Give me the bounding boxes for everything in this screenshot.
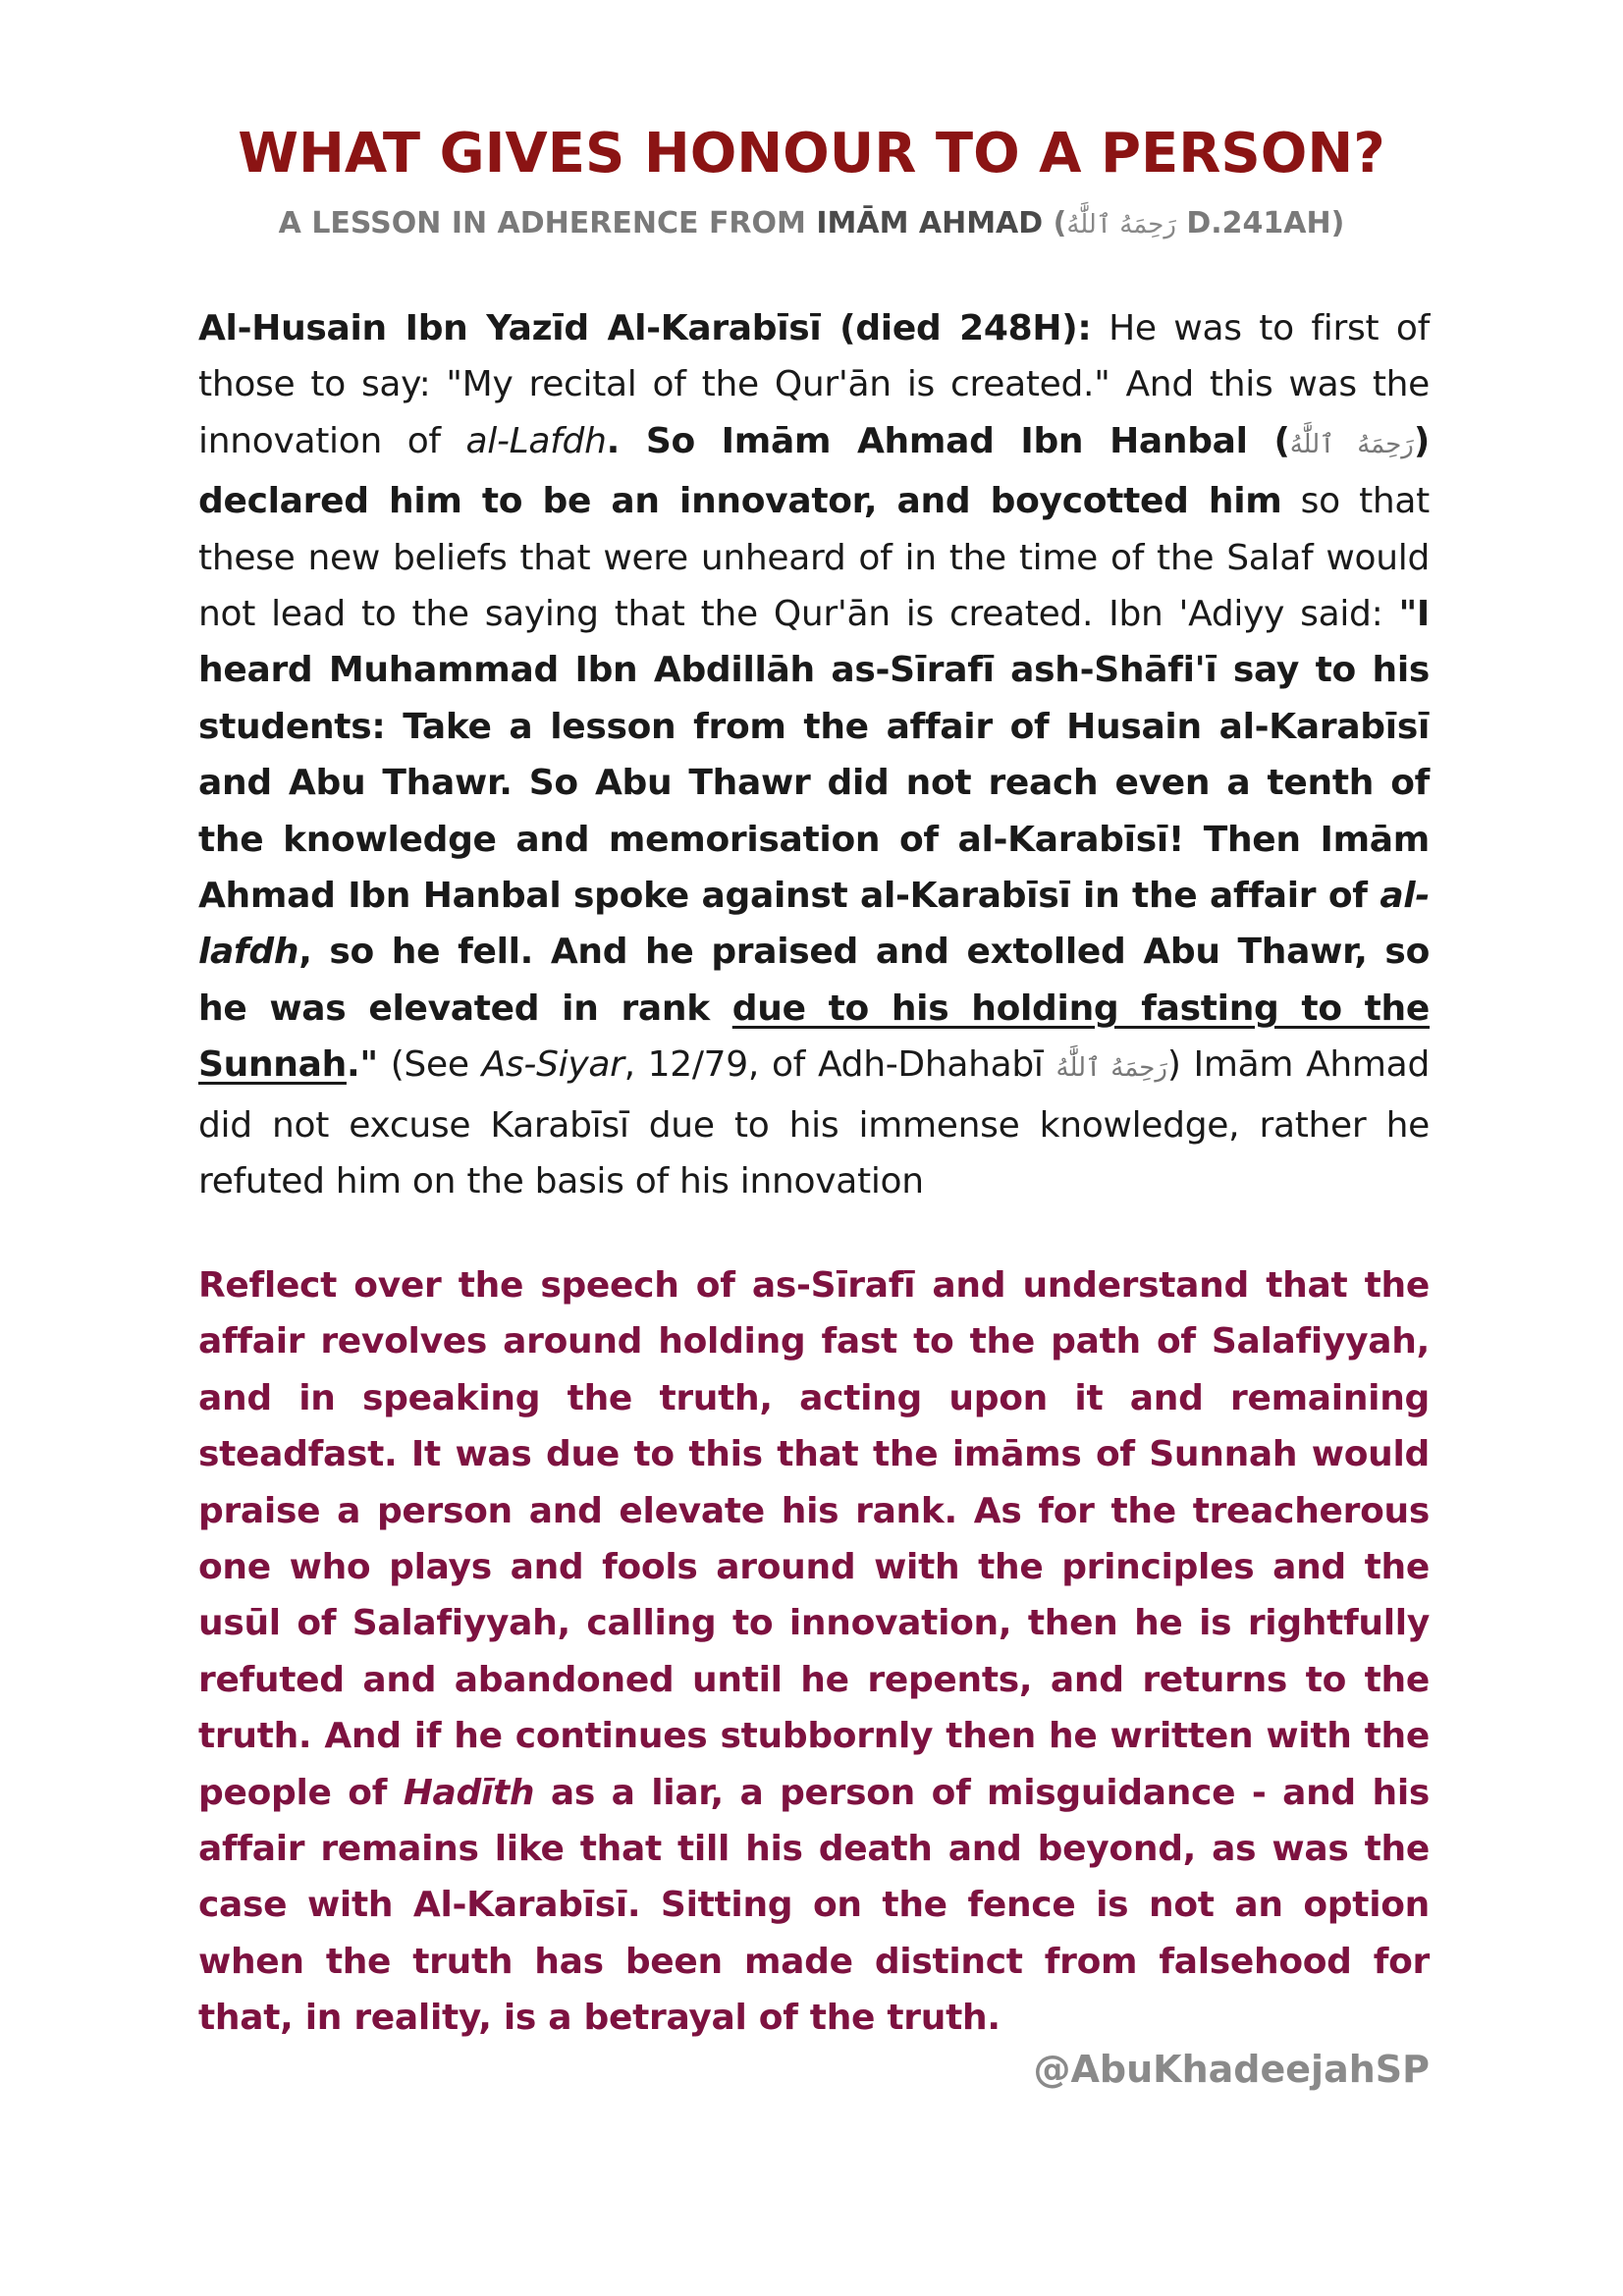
paragraph-biography [198, 300, 1430, 1210]
subtitle-prefix: A LESSON IN ADHERENCE FROM [278, 206, 817, 240]
subtitle-death-date: D.241AH [1186, 206, 1331, 240]
p1-honorific-2: رَحِمَهُ ٱللَّٰهُ [1055, 1053, 1167, 1084]
p1-term-lafdh: al-Lafdh [465, 420, 607, 461]
p1-honorific-1: رَحِمَهُ ٱللَّٰهُ [1289, 429, 1414, 459]
p1-quote-end: ." [346, 1044, 378, 1086]
p1-text-1: He was to first of those to say: "My recital of the Qur'ān is created." And this was the innovation of [198, 308, 1430, 461]
page-title: WHAT GIVES HONOUR TO A PERSON? [238, 122, 1385, 186]
p1-text-2: . So Imām Ahmad Ibn Hanbal ( [606, 420, 1290, 461]
p2-term-hadith: Hadīth [403, 1772, 535, 1813]
p1-text-7: ) Imām Ahmad did not excuse Karabīsī due to his immense knowledge, rather he refuted him on the basis of his innovation [198, 1044, 1430, 1202]
p1-text-3: ) declared him to be an innovator, and boycotted him [198, 420, 1430, 522]
p1-quote-underlined: due to his holding fasting to the Sunnah [198, 988, 1431, 1086]
p2-text-2: as a liar, a person of misguidance - and his affair remains like that till his death and beyond, as was the case with Al-Karabīsī. Sitting on the fence is not an option when the truth has been made distinct from falsehood for that, in reality, is a betrayal of the truth. [198, 1772, 1431, 2039]
subtitle-honorific: رَحِمَهُ ٱللَّٰهُ [1066, 210, 1176, 240]
p1-source-title: As-Siyar [481, 1044, 624, 1086]
p1-subject-name: Al-Husain Ibn Yazīd Al-Karabīsī (died 248H): [198, 308, 1092, 348]
paragraph-reflection [198, 1257, 1430, 2047]
p1-text-6: , 12/79, of Adh-Dhahabī [623, 1044, 1056, 1086]
p2-text-1: Reflect over the speech of as-Sīrafī and understand that the affair revolves around holding fast to the path of Salafiyyah, and in speaking the truth, acting upon it and remaining steadfast. It was due to this that the imāms of Sunnah would praise a person and elevate his rank. As for the treacherous one who plays and fools around with the principles and the usūl of Salafiyyah, calling to innovation, then he is rightfully refuted and abandoned until he repents, and returns to the truth. And if he continues stubbornly then he written with the people of [198, 1265, 1430, 1813]
subtitle-imam-name: IMĀM AHMAD [816, 206, 1044, 240]
p1-text-4: so that these new beliefs that were unheard of in the time of the Salaf would not lead to the saying that the Qur'ān is created. Ibn 'Adiyy said: [198, 481, 1430, 635]
page-subtitle: A LESSON IN ADHERENCE FROM IMĀM AHMAD (رَحِمَهُ ٱللَّٰهُ D.241AH) [278, 206, 1345, 240]
author-handle: @AbuKhadeejahSP [1033, 2048, 1430, 2091]
p1-quote-2: , so he fell. And he praised and extolled Abu Thawr, so he was elevated in rank [198, 932, 1430, 1029]
p1-text-5: (See [377, 1044, 482, 1086]
p1-quote-1: "I heard Muhammad Ibn Abdillāh as-Sīrafī ash-Shāfi'ī say to his students: Take a lesson from the affair of Husain al-Karabīsī and Abu Thawr. So Abu Thawr did not reach even a tenth of the knowledge and memorisation of al-Karabīsī! Then Imām Ahmad Ibn Hanbal spoke against al-Karabīsī in the affair of [198, 594, 1430, 917]
p1-quote-term: al-lafdh [198, 876, 1430, 973]
